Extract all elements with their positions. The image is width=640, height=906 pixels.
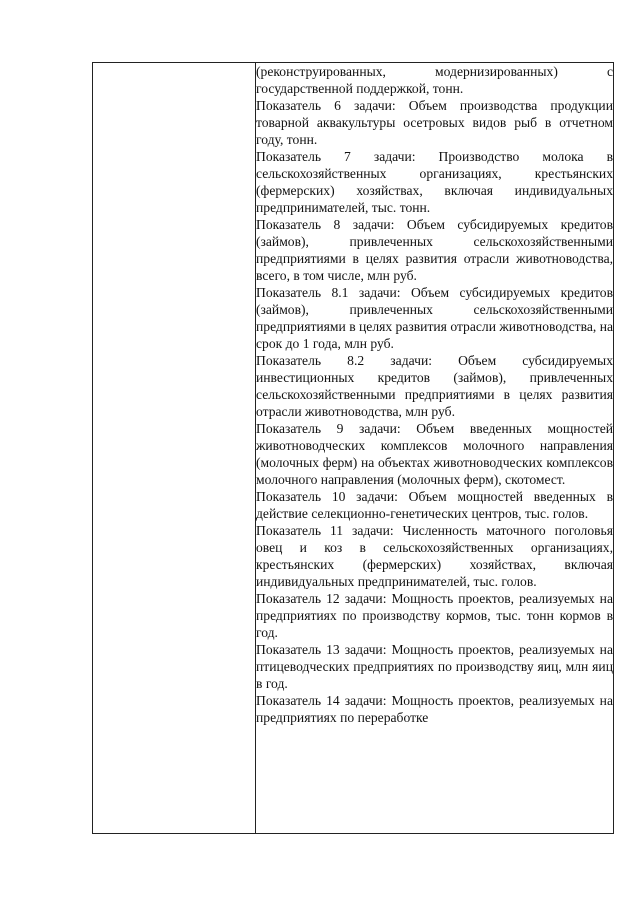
table-cell-empty [93,63,256,834]
indicator-paragraph: (реконструированных, модернизированных) с государственной поддержкой, тонн. [256,64,613,96]
indicator-paragraph: Показатель 13 задачи: Мощность проектов, реализуемых на птицеводческих предприятиях по производству яиц, млн яиц в год. [256,642,613,691]
indicator-paragraph: Показатель 14 задачи: Мощность проектов, реализуемых на предприятиях по переработке [256,693,613,725]
indicator-paragraph: Показатель 8 задачи: Объем субсидируемых кредитов (займов), привлеченных сельскохозяйственными предприятиями в целях развития отрасли животноводства, всего, в том числе, млн руб. [256,217,613,283]
indicator-paragraph: Показатель 6 задачи: Объем производства продукции товарной аквакультуры осетровых видов рыб в отчетном году, тонн. [256,98,613,147]
indicator-paragraph: Показатель 10 задачи: Объем мощностей введенных в действие селекционно-генетических центров, тыс. голов. [256,489,613,521]
indicator-paragraph: Показатель 7 задачи: Производство молока в сельскохозяйственных организациях, крестьянских (фермерских) хозяйствах, включая индивидуальных предпринимателей, тыс. тонн. [256,149,613,215]
indicator-paragraph: Показатель 9 задачи: Объем введенных мощностей животноводческих комплексов молочного направления (молочных ферм) на объектах животноводческих комплексов молочного направления (молочных ферм), скотомест. [256,421,613,487]
indicator-paragraph: Показатель 8.2 задачи: Объем субсидируемых инвестиционных кредитов (займов), привлеченных сельскохозяйственными предприятиями в целях развития отрасли животноводства, млн руб. [256,353,613,419]
indicator-paragraph: Показатель 11 задачи: Численность маточного поголовья овец и коз в сельскохозяйственных организациях, крестьянских (фермерских) хозяйствах, включая индивидуальных предпринимателей, тыс. голов. [256,523,613,589]
indicator-paragraph: Показатель 8.1 задачи: Объем субсидируемых кредитов (займов), привлеченных сельскохозяйственными предприятиями в целях развития отрасли животноводства, на срок до 1 года, млн руб. [256,285,613,351]
table-cell-indicators [256,63,614,834]
indicator-paragraph: Показатель 12 задачи: Мощность проектов, реализуемых на предприятиях по производству кормов, тыс. тонн кормов в год. [256,591,613,640]
indicator-table [92,62,614,834]
table-row [93,63,614,834]
